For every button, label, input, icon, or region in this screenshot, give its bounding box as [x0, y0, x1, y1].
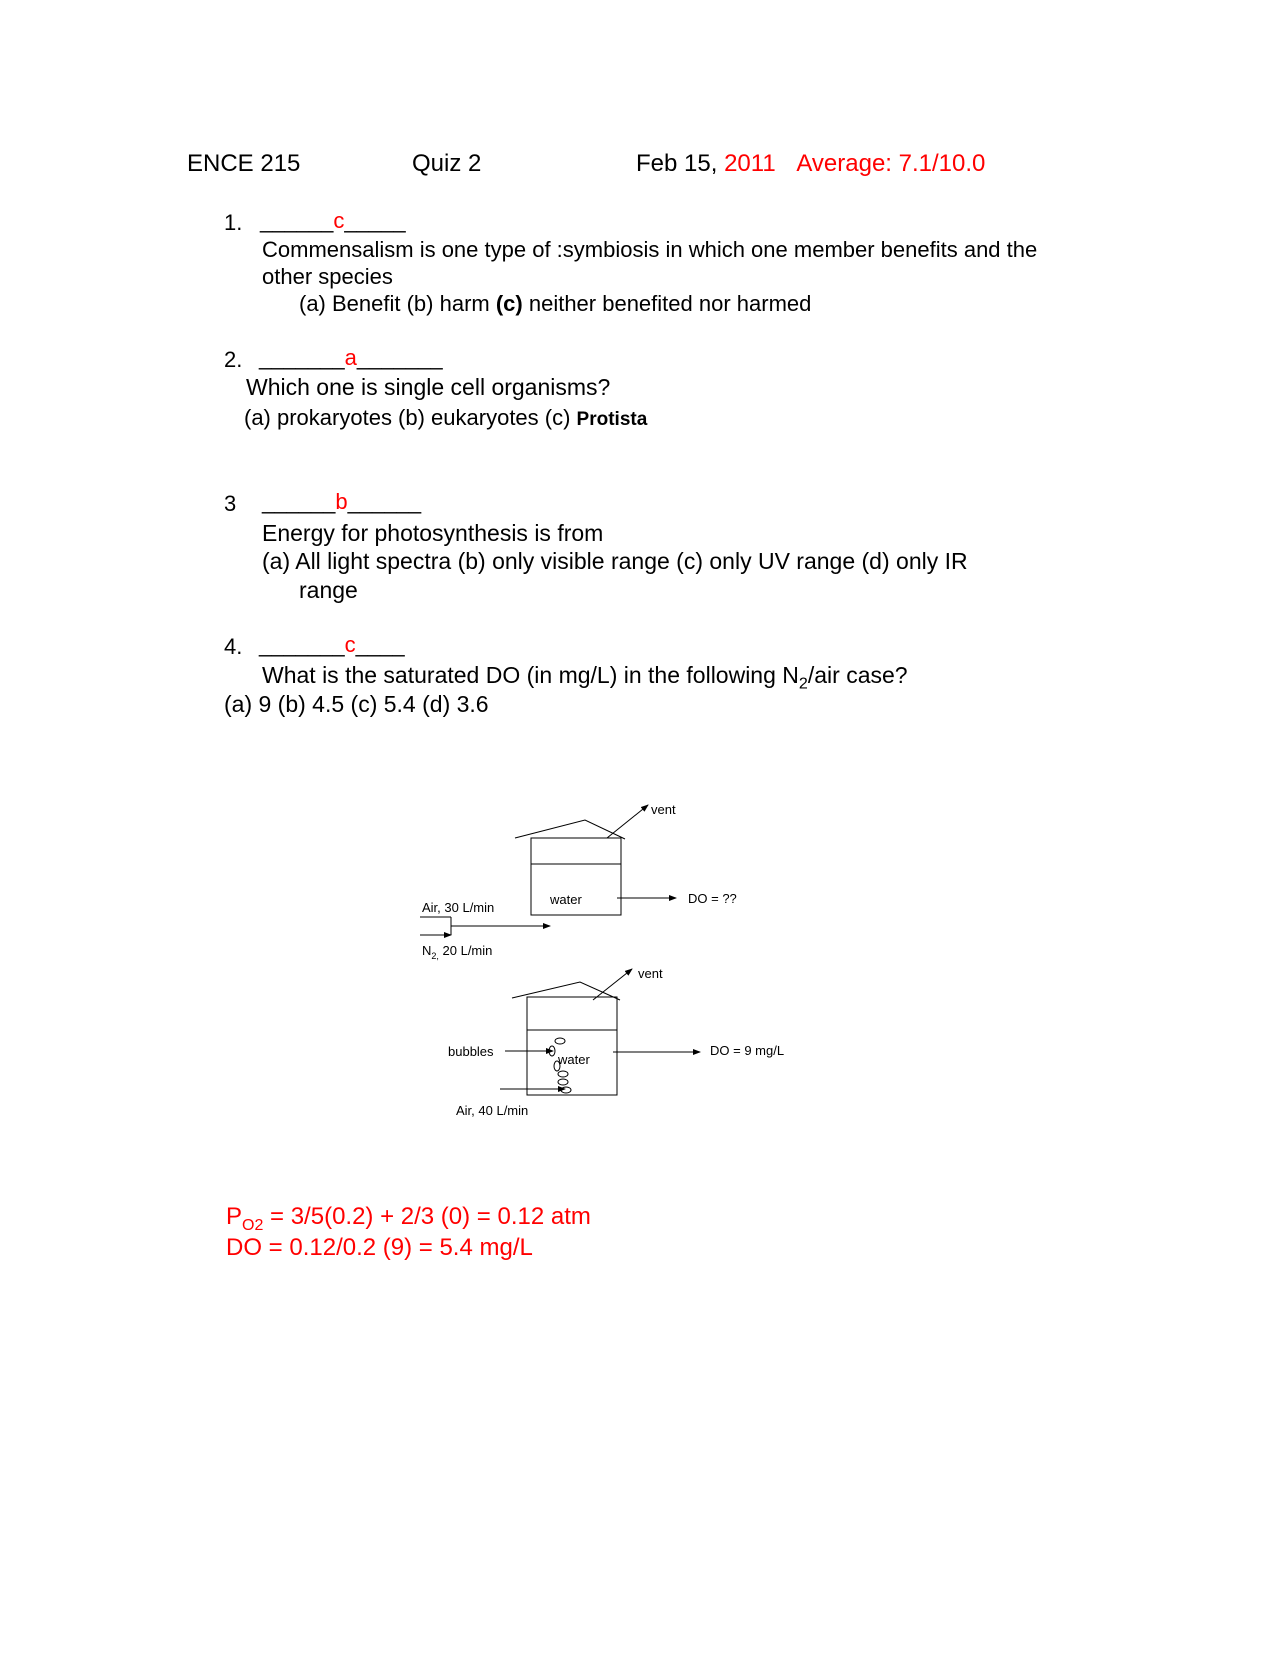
blank-left: ______	[262, 489, 336, 514]
top-tank	[420, 805, 676, 935]
question-1-answer: c	[333, 208, 345, 233]
blank-left: ______	[260, 208, 334, 233]
bottom-vent-arrow	[593, 969, 632, 1000]
question-4-answer: c	[344, 632, 356, 657]
air-40-label: Air, 40 L/min	[456, 1103, 529, 1118]
question-1-stem-line2: other species	[262, 264, 393, 289]
question-2-stem: Which one is single cell organisms?	[246, 374, 611, 400]
solution-line-1-rest: = 3/5(0.2) + 2/3 (0) = 0.12 atm	[263, 1203, 591, 1230]
option-protista: Protista	[576, 409, 648, 430]
course-code: ENCE 215	[187, 150, 301, 177]
top-water-label: water	[550, 892, 582, 907]
bubble	[561, 1087, 571, 1093]
blank-right: ____	[355, 632, 405, 657]
top-tank-roof	[515, 820, 625, 839]
date-prefix: Feb 15,	[636, 150, 718, 177]
question-3-options-line1: (a) All light spectra (b) only visible range (c) only UV range (d) only IR	[262, 548, 968, 574]
bubble	[558, 1071, 568, 1077]
question-3-options-line2: range	[299, 577, 358, 603]
blank-right: _____	[344, 208, 406, 233]
n2-main: N	[422, 943, 432, 958]
question-3-answer: b	[335, 489, 348, 514]
quiz-title: Quiz 2	[412, 150, 482, 177]
question-2-answer: a	[344, 345, 357, 370]
top-do-label: DO = ??	[688, 891, 737, 906]
question-4-options: (a) 9 (b) 4.5 (c) 5.4 (d) 3.6	[224, 691, 489, 717]
blank-right: ______	[347, 489, 422, 514]
blank-right: _______	[356, 345, 443, 370]
solution-p-sub: O2	[242, 1216, 264, 1234]
top-vent-arrow	[607, 805, 648, 838]
options-text: (a) prokaryotes (b) eukaryotes (c)	[244, 405, 577, 430]
bottom-tank	[500, 969, 700, 1095]
bottom-do-label: DO = 9 mg/L	[710, 1043, 785, 1058]
bubbles-label: bubbles	[448, 1044, 494, 1059]
date-year: 2011	[724, 150, 776, 177]
n2-20-label	[422, 943, 492, 961]
question-4-number: 4.	[224, 634, 243, 659]
question-1-stem-line1: Commensalism is one type of :symbiosis in which one member benefits and the	[262, 237, 1038, 262]
question-2-number: 2.	[224, 347, 243, 372]
air-30-label: Air, 30 L/min	[422, 900, 495, 915]
question-3-number: 3	[224, 491, 237, 516]
stem-after: /air case?	[807, 662, 908, 688]
question-1-number: 1.	[224, 210, 243, 235]
question-3-stem: Energy for photosynthesis is from	[262, 520, 604, 546]
option-c-text: neither benefited nor harmed	[522, 291, 812, 316]
stem-subscript: 2	[798, 674, 808, 693]
options-ab: (a) Benefit (b) harm	[299, 291, 496, 316]
bottom-tank-body	[527, 997, 617, 1095]
bottom-vent-label: vent	[638, 966, 663, 981]
bubble	[558, 1079, 568, 1085]
blank-left: _______	[259, 345, 345, 370]
class-average: Average: 7.1/10.0	[796, 150, 986, 177]
option-c-label: (c)	[495, 291, 523, 316]
n2-sub: 2,	[431, 951, 439, 961]
top-vent-label: vent	[651, 802, 676, 817]
bottom-water-label: water	[558, 1052, 590, 1067]
blank-left: _______	[259, 632, 345, 657]
stem-before: What is the saturated DO (in mg/L) in the following N	[262, 662, 799, 688]
bubble	[555, 1038, 565, 1044]
n2-rest: 20 L/min	[438, 943, 493, 958]
solution-p: P	[226, 1203, 243, 1230]
solution-line-2: DO = 0.12/0.2 (9) = 5.4 mg/L	[226, 1234, 533, 1261]
solution-line-1	[226, 1203, 591, 1235]
